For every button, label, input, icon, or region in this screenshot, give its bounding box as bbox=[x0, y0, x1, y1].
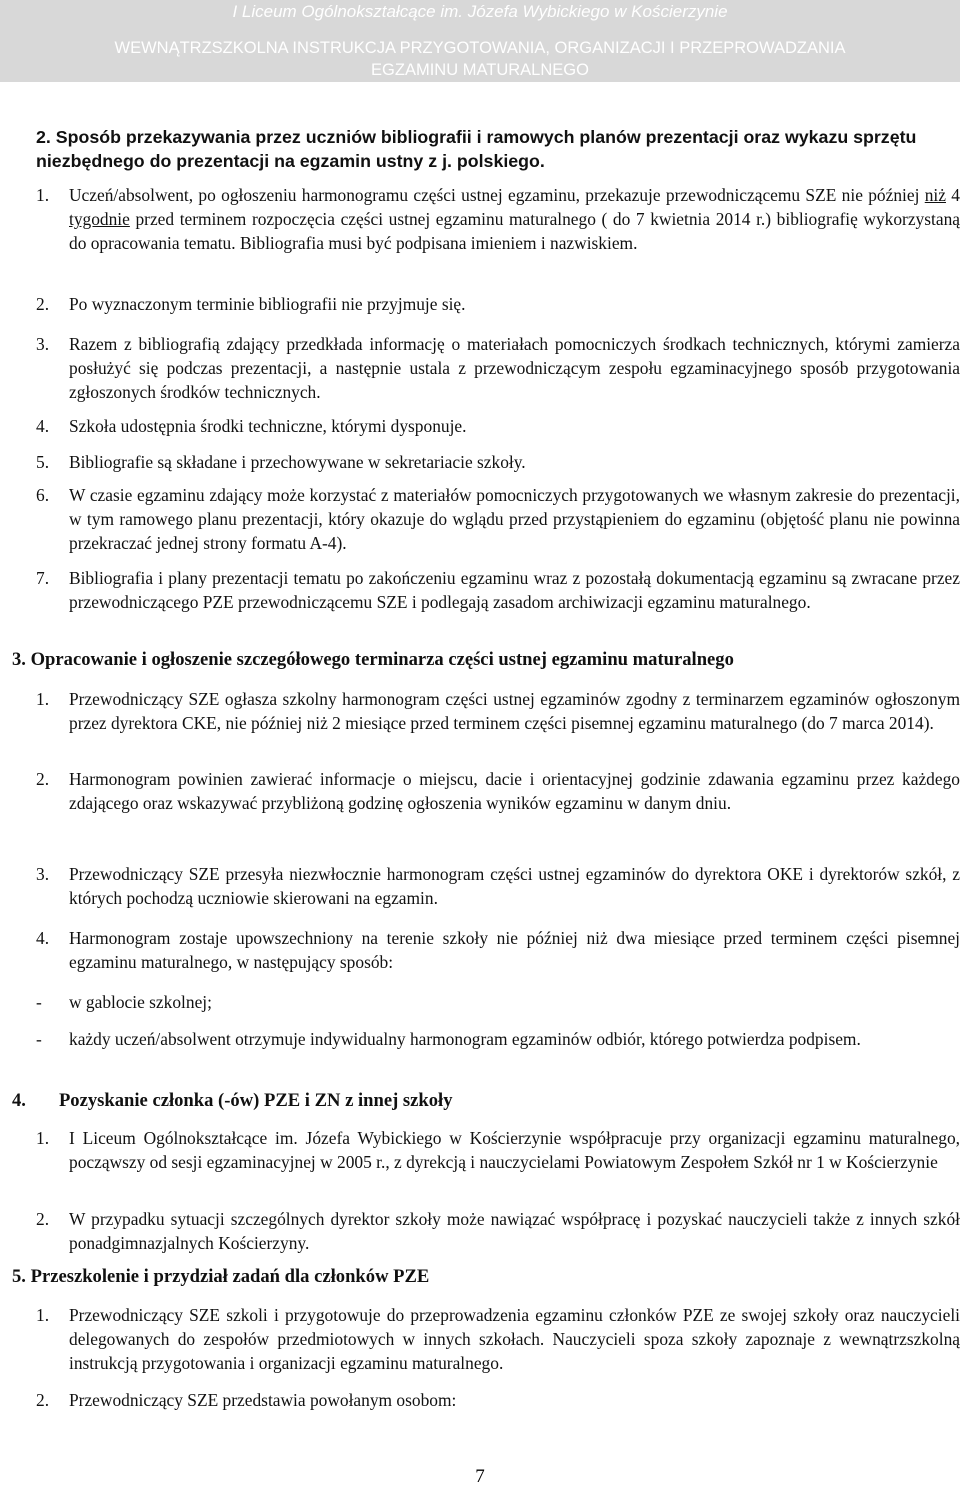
list-item bbox=[36, 183, 960, 256]
section-2-heading: 2. Sposób przekazywania przez uczniów bibliografii i ramowych planów prezentacji oraz wykazu sprzętu niezbędnego do prezentacji na egzamin ustny z j. polskiego. bbox=[36, 127, 917, 171]
list-item bbox=[36, 687, 960, 735]
list-number: 6. bbox=[36, 485, 50, 505]
section-5-heading: 5. Przeszkolenie i przydział zadań dla członków PZE bbox=[12, 1266, 430, 1287]
list-text: każdy uczeń/absolwent otrzymuje indywidualny harmonogram egzaminów odbiór, którego potwierdza podpisem. bbox=[69, 1029, 861, 1049]
list-item bbox=[36, 1303, 960, 1376]
list-number: 2. bbox=[36, 1390, 50, 1410]
list-item bbox=[36, 292, 960, 316]
list-text: Harmonogram powinien zawierać informacje o miejscu, dacie i orientacyjnej godzinie zdawania egzaminu przez każdego zdającego oraz wskazywać przybliżoną godzinę ogłoszenia wyników egzaminu w danym dniu. bbox=[69, 769, 960, 814]
list-text: Uczeń/absolwent, po ogłoszeniu harmonogramu części ustnej egzaminu, przekazuje przewodniczącemu SZE nie później niż 4 tygodnie przed terminem rozpoczęcia części ustnej egzaminu maturalnego ( do 7 kwietnia 2014 r.) bibliografię wykorzystaną do opracowania tematu. Bibliografia musi być podpisana imieniem i nazwiskiem. bbox=[69, 185, 960, 254]
list-text: Razem z bibliografią zdający przedkłada informację o materiałach pomocniczych środkach technicznych, którymi zamierza posłużyć się podczas prezentacji, a następnie ustala z przewodniczącym zespołu egzaminacyjnego sposób przygotowania zgłoszonych środków technicznych. bbox=[69, 334, 960, 403]
list-number: 7. bbox=[36, 568, 50, 588]
list-text: Po wyznaczonym terminie bibliografii nie przyjmuje się. bbox=[69, 294, 466, 314]
list-number: 1. bbox=[36, 185, 50, 205]
list-text: Szkoła udostępnia środki techniczne, którymi dysponuje. bbox=[69, 416, 467, 436]
list-text: Przewodniczący SZE szkoli i przygotowuje do przeprowadzenia egzaminu członków PZE ze swojej szkoły oraz nauczycieli delegowanych do zespołów przedmiotowych w innych szkołach. Nauczycieli spoza szkoły zapoznaje z wewnątrzszkolną instrukcją przygotowania i organizacji egzaminu maturalnego. bbox=[69, 1305, 960, 1374]
page-number: 7 bbox=[475, 1466, 485, 1487]
list-text: I Liceum Ogólnokształcące im. Józefa Wybickiego w Kościerzynie współpracuje przy organizacji egzaminu maturalnego, począwszy od sesji egzaminacyjnej w 2005 r., z dyrekcją i nauczycielami Powiatowym Zespołem Szkół nr 1 w Kościerzynie bbox=[69, 1128, 960, 1173]
list-item bbox=[36, 1027, 960, 1051]
list-item bbox=[36, 450, 960, 474]
list-text: Harmonogram zostaje upowszechniony na terenie szkoły nie później niż dwa miesiące przed terminem części pisemnej egzaminu maturalnego, w następujący sposób: bbox=[69, 928, 960, 973]
list-text: Bibliografie są składane i przechowywane w sekretariacie szkoły. bbox=[69, 452, 526, 472]
header-title-line2: EGZAMINU MATURALNEGO bbox=[371, 61, 589, 79]
section-4-title: Pozyskanie członka (-ów) PZE i ZN z innej szkoły bbox=[58, 1090, 453, 1111]
list-text: Przewodniczący SZE ogłasza szkolny harmonogram części ustnej egzaminów zgodny z terminarzem egzaminów ogłoszonym przez dyrektora CKE, nie później niż 2 miesiące przed terminem części pisemnej egzaminu maturalnego (do 7 marca 2014). bbox=[69, 689, 960, 734]
section-3-heading: 3. Opracowanie i ogłoszenie szczegółowego terminarza części ustnej egzaminu maturalnego bbox=[12, 649, 734, 670]
list-item bbox=[36, 1388, 960, 1412]
list-item bbox=[36, 483, 960, 556]
list-dash: - bbox=[36, 992, 42, 1012]
list-number: 3. bbox=[36, 334, 50, 354]
list-number: 2. bbox=[36, 769, 50, 789]
list-text: W przypadku sytuacji szczególnych dyrektor szkoły może nawiązać współpracę i pozyskać nauczycieli także z innych szkół ponadgimnazjalnych Kościerzyny. bbox=[69, 1209, 960, 1254]
list-dash: - bbox=[36, 1029, 42, 1049]
list-number: 2. bbox=[36, 294, 50, 314]
list-text: W czasie egzaminu zdający może korzystać z materiałów pomocniczych przygotowanych we własnym zakresie do prezentacji, w tym ramowego planu prezentacji, który okazuje do wglądu przed przystąpieniem do egzaminu (objętość planu nie powinna przekraczać jednej strony formatu A-4). bbox=[69, 485, 960, 554]
list-item bbox=[36, 1126, 960, 1174]
list-number: 4. bbox=[36, 928, 50, 948]
list-number: 1. bbox=[36, 689, 50, 709]
list-item bbox=[36, 414, 960, 438]
list-text: Przewodniczący SZE przedstawia powołanym osobom: bbox=[69, 1390, 457, 1410]
list-item bbox=[36, 926, 960, 974]
list-number: 1. bbox=[36, 1128, 50, 1148]
page-header bbox=[0, 0, 960, 82]
section-4-number: 4. bbox=[12, 1090, 26, 1111]
list-item bbox=[36, 1207, 960, 1255]
list-text: Przewodniczący SZE przesyła niezwłocznie harmonogram części ustnej egzaminów do dyrektora OKE i dyrektorów szkół, z których pochodzą uczniowie skierowani na egzamin. bbox=[69, 864, 960, 909]
section-4-heading bbox=[12, 1089, 952, 1113]
list-number: 1. bbox=[36, 1305, 50, 1325]
header-title-line1: WEWNĄTRZSZKOLNA INSTRUKCJA PRZYGOTOWANIA, ORGANIZACJI I PRZEPROWADZANIA bbox=[114, 39, 846, 57]
list-item bbox=[36, 862, 960, 910]
list-number: 2. bbox=[36, 1209, 50, 1229]
list-item bbox=[36, 566, 960, 614]
list-text: Bibliografia i plany prezentacji tematu po zakończeniu egzaminu wraz z pozostałą dokumentacją egzaminu są zwracane przez przewodniczącego PZE przewodniczącemu SZE i podlegają zasadom archiwizacji egzaminu maturalnego. bbox=[69, 568, 960, 613]
list-item bbox=[36, 332, 960, 405]
list-number: 4. bbox=[36, 416, 50, 436]
list-item bbox=[36, 767, 960, 815]
list-text: w gablocie szkolnej; bbox=[69, 992, 212, 1012]
header-school-name: I Liceum Ogólnokształcące im. Józefa Wybickiego w Kościerzynie bbox=[232, 2, 728, 21]
list-number: 5. bbox=[36, 452, 50, 472]
list-number: 3. bbox=[36, 864, 50, 884]
list-item bbox=[36, 990, 960, 1014]
